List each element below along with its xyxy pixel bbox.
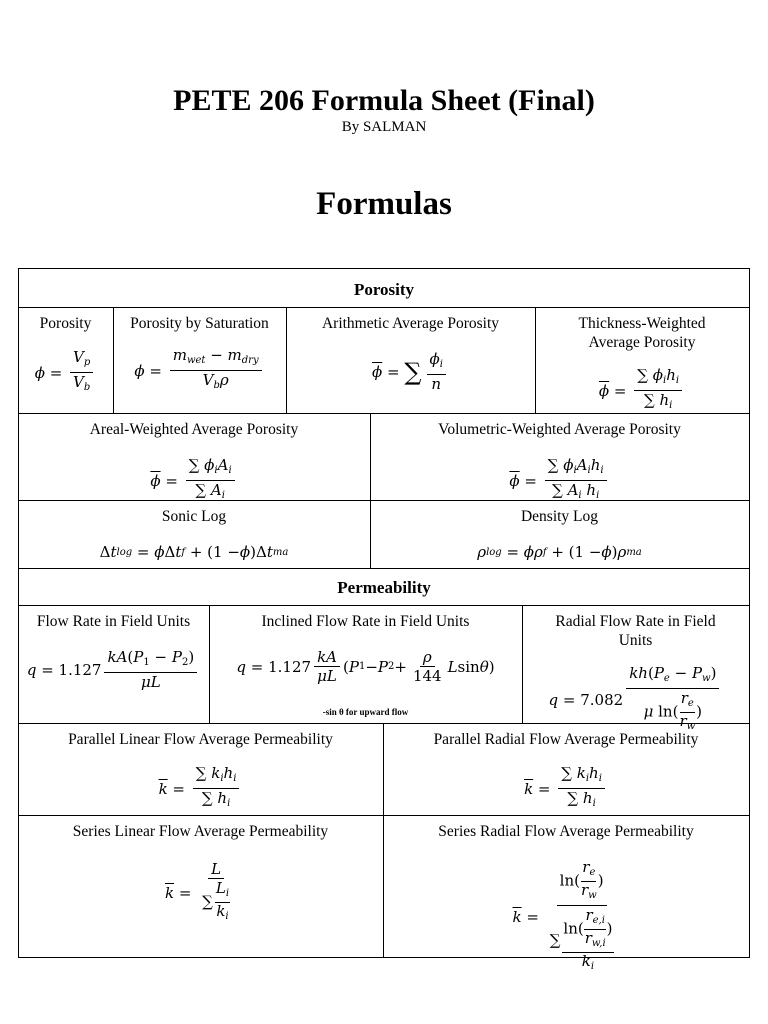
formula-series-linear: $\overline{k}$ = L ∑ $\frac{L_i}{k_i}$ (164, 860, 230, 922)
formula-flow-rate: q = 1.127 $kA(P_1 - P_2)$ μL (18, 649, 209, 690)
label-volumetric-weighted: Volumetric-Weighted Average Porosity (438, 421, 681, 438)
cell-parallel-radial (383, 723, 749, 815)
label-flow-rate: Flow Rate in Field Units (36, 613, 191, 630)
formula-sonic-log: Δ t log = ϕ Δ t f + (1 − ϕ )Δ t ma (99, 543, 289, 561)
cell-sonic-log (18, 500, 370, 568)
cell-areal-weighted (18, 413, 370, 500)
flow-constant: 1.127 (58, 660, 102, 679)
inclined-flow-note: -sin θ for upward flow (322, 707, 409, 717)
cell-volumetric-weighted (370, 413, 749, 500)
label-inclined-flow: Inclined Flow Rate in Field Units (261, 613, 470, 630)
formula-radial-flow: q = 7.082 $kh(P_e - P_w)$ μ ln( $\frac{r_e}{r_w}$ ) (522, 665, 749, 735)
page-title: PETE 206 Formula Sheet (Final) (173, 84, 595, 117)
formula-density-log: ρ log = ϕρ f + (1 − ϕ ) ρ ma (477, 543, 642, 561)
gravity-constant: 144 (412, 667, 442, 685)
cell-series-radial (383, 815, 749, 972)
label-series-linear: Series Linear Flow Average Permeability (72, 823, 329, 840)
label-thickness-weighted: Thickness-Weighted Average Porosity (578, 315, 706, 351)
label-porosity-saturation: Porosity by Saturation (130, 315, 269, 332)
label-parallel-linear: Parallel Linear Flow Average Permeability (68, 731, 333, 748)
inclined-flow-constant: 1.127 (268, 657, 312, 676)
formula-series-radial: $\overline{k}$ = ln( $\frac{r_e}{r_w}$ ) ∑ ln( $\frac{r_{e,i}}{r_{w,i}}$ ) $k_i$ (512, 858, 613, 972)
formula-volumetric-weighted: $\overline{\phi}$ = ∑ $\phi_iA_ih_i$ ∑ $A_i$ $h_i$ (370, 457, 749, 504)
author-line: By SALMAN (341, 119, 427, 135)
label-parallel-radial: Parallel Radial Flow Average Permeability (433, 731, 699, 748)
formulas-heading: Formulas (316, 186, 452, 222)
table-border-top (18, 268, 750, 269)
cell-parallel-linear (18, 723, 383, 815)
formula-inclined-flow: q = 1.127 kA μL ( P 1 − P 2 + ρ 144 L sin θ ) (236, 648, 495, 685)
cell-thickness-weighted (535, 307, 749, 413)
cell-inclined-flow (209, 605, 522, 723)
formula-porosity: ϕ = $V_p$ $V_b$ (18, 349, 113, 396)
cell-arithmetic-average (286, 307, 535, 413)
cell-series-linear (18, 815, 383, 957)
section-permeability: Permeability (337, 578, 431, 597)
label-porosity: Porosity (39, 315, 92, 332)
label-areal-weighted: Areal-Weighted Average Porosity (89, 421, 299, 438)
label-radial-flow: Radial Flow Rate in Field Units (555, 613, 716, 649)
formula-arithmetic-average: $\overline{\phi}$ = ∑ $\phi_i$ n (286, 351, 535, 392)
cell-radial-flow (522, 605, 749, 732)
label-density-log: Density Log (520, 508, 599, 525)
section-porosity: Porosity (353, 280, 415, 299)
formula-porosity-saturation: ϕ = $m_{wet} - m_{dry}$ $V_b\rho$ (113, 347, 286, 394)
formula-parallel-linear: $\overline{k}$ = ∑ $k_ih_i$ ∑ $h_i$ (18, 765, 383, 812)
formula-areal-weighted: $\overline{\phi}$ = ∑ $\phi_iA_i$ ∑ $A_i$ (18, 457, 370, 504)
formula-thickness-weighted: $\overline{\phi}$ = ∑ $\phi_ih_i$ ∑ $h_i$ (535, 367, 749, 414)
radial-constant: 7.082 (580, 691, 624, 709)
cell-porosity (18, 307, 113, 413)
label-sonic-log: Sonic Log (161, 508, 227, 525)
cell-porosity-saturation (113, 307, 286, 413)
cell-density-log (370, 500, 749, 568)
label-arithmetic-average: Arithmetic Average Porosity (321, 315, 500, 332)
row-divider (18, 568, 750, 569)
label-series-radial: Series Radial Flow Average Permeability (438, 823, 694, 840)
table-border-right (749, 268, 750, 958)
formula-parallel-radial: $\overline{k}$ = ∑ $k_ih_i$ ∑ $h_i$ (383, 765, 749, 812)
cell-flow-rate (18, 605, 209, 723)
